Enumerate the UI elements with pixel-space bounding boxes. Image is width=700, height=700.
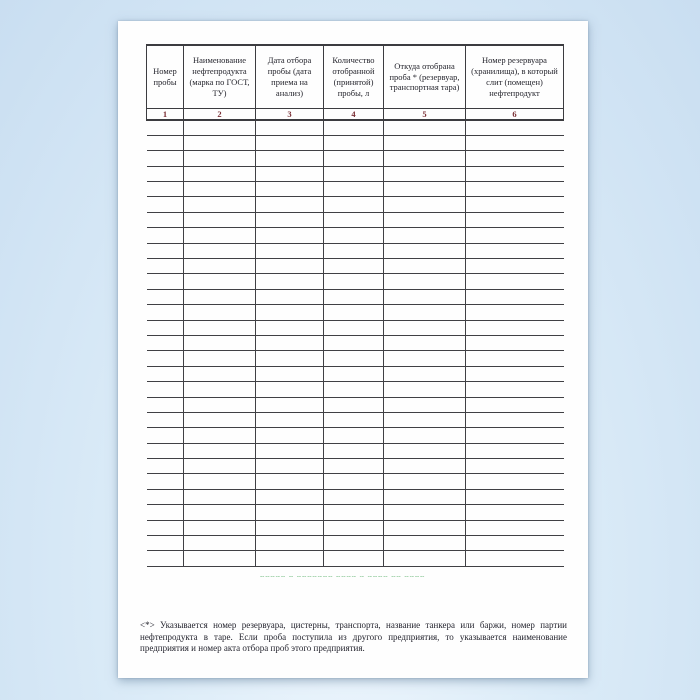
empty-cell — [147, 536, 184, 551]
empty-cell — [256, 259, 324, 274]
empty-cell — [324, 243, 384, 258]
empty-cell — [147, 474, 184, 489]
empty-cell — [384, 366, 466, 381]
empty-cell — [184, 120, 256, 135]
empty-row — [147, 243, 564, 258]
empty-cell — [324, 135, 384, 150]
empty-cell — [256, 382, 324, 397]
empty-cell — [384, 489, 466, 504]
column-header-product-name: Наименование нефтепродукта (марка по ГОСТ, ТУ) — [184, 45, 256, 109]
empty-cell — [384, 166, 466, 181]
empty-cell — [147, 551, 184, 566]
empty-cell — [147, 335, 184, 350]
empty-cell — [184, 182, 256, 197]
empty-cell — [256, 351, 324, 366]
empty-row — [147, 428, 564, 443]
empty-row — [147, 397, 564, 412]
empty-cell — [384, 474, 466, 489]
empty-cell — [184, 305, 256, 320]
empty-cell — [184, 212, 256, 227]
empty-cell — [184, 335, 256, 350]
empty-cell — [466, 520, 564, 535]
empty-cell — [184, 259, 256, 274]
empty-cell — [466, 305, 564, 320]
empty-cell — [147, 443, 184, 458]
column-number: 1 — [147, 109, 184, 121]
empty-cell — [184, 428, 256, 443]
empty-cell — [466, 505, 564, 520]
empty-cell — [466, 212, 564, 227]
empty-cell — [324, 151, 384, 166]
empty-cell — [384, 536, 466, 551]
empty-cell — [184, 151, 256, 166]
empty-row — [147, 335, 564, 350]
empty-row — [147, 166, 564, 181]
empty-cell — [147, 305, 184, 320]
empty-cell — [184, 166, 256, 181]
empty-cell — [256, 366, 324, 381]
column-header-quantity: Количество отобранной (принятой) пробы, л — [324, 45, 384, 109]
empty-cell — [147, 459, 184, 474]
column-number-row — [147, 109, 564, 121]
empty-row — [147, 412, 564, 427]
column-number: 2 — [184, 109, 256, 121]
empty-cell — [184, 366, 256, 381]
empty-cell — [384, 428, 466, 443]
empty-cell — [324, 320, 384, 335]
empty-cell — [256, 197, 324, 212]
empty-cell — [256, 274, 324, 289]
empty-row — [147, 459, 564, 474]
empty-cell — [324, 120, 384, 135]
empty-cell — [466, 151, 564, 166]
empty-cell — [324, 305, 384, 320]
empty-row — [147, 151, 564, 166]
empty-cell — [324, 335, 384, 350]
empty-cell — [466, 120, 564, 135]
empty-cell — [184, 197, 256, 212]
empty-cell — [466, 289, 564, 304]
empty-row — [147, 305, 564, 320]
empty-cell — [324, 459, 384, 474]
empty-cell — [256, 120, 324, 135]
empty-cell — [147, 289, 184, 304]
empty-cell — [466, 182, 564, 197]
empty-cell — [324, 259, 384, 274]
empty-cell — [384, 135, 466, 150]
empty-cell — [324, 520, 384, 535]
empty-cell — [256, 459, 324, 474]
empty-cell — [466, 382, 564, 397]
empty-cell — [184, 397, 256, 412]
empty-cell — [184, 274, 256, 289]
empty-cell — [466, 228, 564, 243]
empty-cell — [147, 428, 184, 443]
empty-cell — [256, 135, 324, 150]
empty-cell — [184, 489, 256, 504]
column-number: 6 — [466, 109, 564, 121]
empty-cell — [147, 228, 184, 243]
empty-cell — [147, 166, 184, 181]
empty-cell — [466, 135, 564, 150]
empty-cell — [384, 197, 466, 212]
empty-cell — [384, 335, 466, 350]
empty-cell — [184, 459, 256, 474]
empty-row — [147, 197, 564, 212]
empty-row — [147, 520, 564, 535]
empty-cell — [384, 320, 466, 335]
empty-cell — [256, 551, 324, 566]
empty-cell — [324, 428, 384, 443]
empty-cell — [384, 212, 466, 227]
empty-cell — [256, 536, 324, 551]
empty-row — [147, 366, 564, 381]
empty-cell — [466, 474, 564, 489]
empty-cell — [466, 412, 564, 427]
empty-cell — [466, 397, 564, 412]
empty-row — [147, 120, 564, 135]
empty-cell — [324, 228, 384, 243]
column-number: 5 — [384, 109, 466, 121]
empty-cell — [466, 551, 564, 566]
empty-cell — [384, 551, 466, 566]
document-page — [118, 21, 588, 678]
empty-cell — [184, 520, 256, 535]
empty-row — [147, 536, 564, 551]
empty-cell — [256, 397, 324, 412]
empty-cell — [466, 243, 564, 258]
empty-cell — [384, 505, 466, 520]
empty-cell — [147, 351, 184, 366]
empty-row — [147, 274, 564, 289]
header-row — [147, 45, 564, 109]
empty-cell — [324, 351, 384, 366]
watermark: ╌╌╌╌╌ ╌ ╌╌╌╌╌╌╌ ╌╌╌╌ ╌ ╌╌╌╌ ╌╌ ╌╌╌╌ — [260, 573, 426, 581]
empty-row — [147, 182, 564, 197]
empty-cell — [184, 320, 256, 335]
empty-cell — [384, 397, 466, 412]
empty-cell — [147, 505, 184, 520]
empty-row — [147, 443, 564, 458]
empty-cell — [466, 197, 564, 212]
empty-cell — [184, 228, 256, 243]
empty-row — [147, 382, 564, 397]
empty-cell — [184, 474, 256, 489]
empty-row — [147, 259, 564, 274]
sample-register-table — [146, 44, 564, 567]
empty-cell — [324, 489, 384, 504]
empty-cell — [184, 289, 256, 304]
empty-cell — [324, 182, 384, 197]
empty-cell — [466, 274, 564, 289]
empty-cell — [256, 443, 324, 458]
empty-cell — [147, 520, 184, 535]
empty-cell — [384, 305, 466, 320]
empty-cell — [147, 120, 184, 135]
column-number: 4 — [324, 109, 384, 121]
empty-cell — [466, 428, 564, 443]
column-header-sample-number: Номер пробы — [147, 45, 184, 109]
empty-cell — [324, 397, 384, 412]
empty-cell — [147, 489, 184, 504]
empty-cell — [384, 151, 466, 166]
empty-cell — [147, 366, 184, 381]
empty-row — [147, 474, 564, 489]
empty-cell — [384, 459, 466, 474]
empty-cell — [147, 382, 184, 397]
empty-cell — [256, 505, 324, 520]
empty-cell — [324, 212, 384, 227]
empty-cell — [147, 182, 184, 197]
empty-cell — [384, 289, 466, 304]
empty-cell — [256, 412, 324, 427]
empty-row — [147, 228, 564, 243]
empty-row — [147, 551, 564, 566]
empty-cell — [384, 228, 466, 243]
empty-cell — [384, 182, 466, 197]
empty-cell — [324, 443, 384, 458]
empty-cell — [184, 382, 256, 397]
empty-cell — [256, 182, 324, 197]
column-header-sampling-date: Дата отбора пробы (дата приема на анализ) — [256, 45, 324, 109]
empty-cell — [324, 412, 384, 427]
empty-cell — [384, 274, 466, 289]
empty-cell — [466, 166, 564, 181]
empty-cell — [184, 412, 256, 427]
empty-cell — [384, 412, 466, 427]
empty-cell — [324, 274, 384, 289]
empty-cell — [256, 228, 324, 243]
empty-cell — [324, 474, 384, 489]
empty-cell — [147, 212, 184, 227]
empty-cell — [256, 243, 324, 258]
empty-cell — [256, 151, 324, 166]
empty-cell — [256, 289, 324, 304]
empty-cell — [184, 551, 256, 566]
empty-row — [147, 289, 564, 304]
empty-cell — [256, 428, 324, 443]
empty-cell — [324, 505, 384, 520]
empty-cell — [324, 166, 384, 181]
empty-cell — [147, 412, 184, 427]
empty-cell — [324, 382, 384, 397]
empty-cell — [147, 151, 184, 166]
empty-cell — [466, 459, 564, 474]
empty-cell — [384, 351, 466, 366]
empty-cell — [184, 351, 256, 366]
empty-row — [147, 135, 564, 150]
empty-cell — [256, 489, 324, 504]
empty-cell — [466, 366, 564, 381]
empty-cell — [466, 443, 564, 458]
empty-row — [147, 351, 564, 366]
empty-cell — [324, 197, 384, 212]
empty-cell — [324, 536, 384, 551]
empty-cell — [147, 259, 184, 274]
empty-row — [147, 489, 564, 504]
empty-cell — [184, 243, 256, 258]
empty-cell — [184, 135, 256, 150]
empty-row — [147, 505, 564, 520]
empty-cell — [466, 320, 564, 335]
empty-cell — [147, 197, 184, 212]
empty-cell — [256, 166, 324, 181]
empty-cell — [384, 120, 466, 135]
empty-cell — [256, 335, 324, 350]
empty-cell — [256, 474, 324, 489]
footnote: <*> Указывается номер резервуара, цистерны, транспорта, название танкера или баржи, номер партии нефтепродукта в таре. Если проба поступила из другого предприятия, то указывается наименование предприятия и номер акта отбора проб этого предприятия. — [140, 620, 567, 654]
empty-cell — [324, 289, 384, 304]
empty-cell — [256, 320, 324, 335]
empty-cell — [147, 243, 184, 258]
empty-cell — [184, 443, 256, 458]
column-number: 3 — [256, 109, 324, 121]
empty-cell — [384, 243, 466, 258]
empty-cell — [384, 520, 466, 535]
empty-cell — [256, 520, 324, 535]
empty-cell — [256, 305, 324, 320]
empty-cell — [466, 351, 564, 366]
column-header-sample-source: Откуда отобрана проба * (резервуар, транспортная тара) — [384, 45, 466, 109]
empty-cell — [147, 320, 184, 335]
empty-cell — [324, 551, 384, 566]
empty-cell — [147, 274, 184, 289]
empty-cell — [184, 505, 256, 520]
column-header-reservoir-number: Номер резервуара (хранилища), в который слит (помещен) нефтепродукт — [466, 45, 564, 109]
empty-cell — [256, 212, 324, 227]
empty-cell — [324, 366, 384, 381]
empty-cell — [384, 443, 466, 458]
empty-cell — [184, 536, 256, 551]
empty-cell — [384, 382, 466, 397]
empty-cell — [466, 335, 564, 350]
empty-cell — [384, 259, 466, 274]
empty-row — [147, 320, 564, 335]
empty-cell — [147, 135, 184, 150]
empty-cell — [466, 259, 564, 274]
empty-cell — [466, 489, 564, 504]
empty-cell — [466, 536, 564, 551]
empty-cell — [147, 397, 184, 412]
empty-row — [147, 212, 564, 227]
